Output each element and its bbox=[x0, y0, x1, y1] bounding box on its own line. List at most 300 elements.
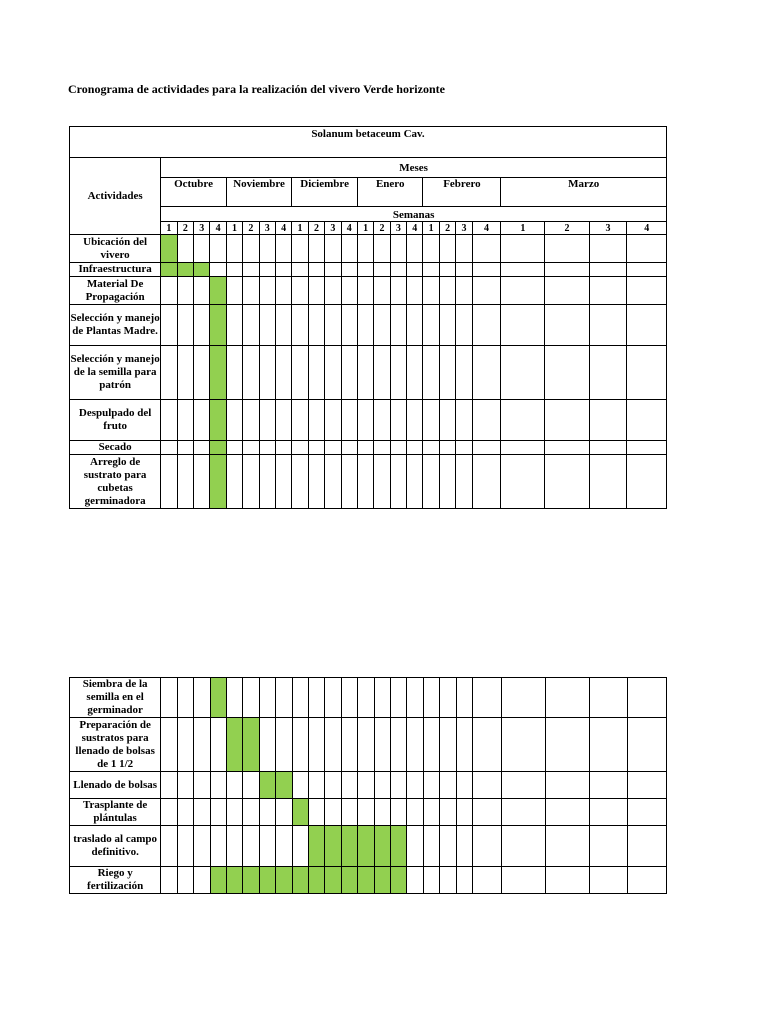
month-noviembre: Noviembre bbox=[226, 178, 292, 207]
schedule-cell bbox=[243, 235, 259, 263]
schedule-cell bbox=[210, 799, 226, 826]
schedule-cell bbox=[358, 799, 374, 826]
schedule-cell bbox=[308, 455, 324, 509]
schedule-cell bbox=[627, 305, 667, 346]
schedule-cell bbox=[456, 772, 472, 799]
schedule-cell bbox=[374, 718, 390, 772]
schedule-cell bbox=[456, 867, 472, 894]
schedule-cell bbox=[292, 305, 308, 346]
schedule-cell bbox=[357, 455, 373, 509]
schedule-cell bbox=[308, 400, 324, 441]
schedule-cell bbox=[473, 772, 502, 799]
schedule-cell bbox=[374, 400, 390, 441]
schedule-cell bbox=[292, 400, 308, 441]
schedule-cell-active bbox=[161, 263, 177, 277]
schedule-cell bbox=[423, 235, 439, 263]
schedule-cell bbox=[456, 305, 472, 346]
schedule-cell-active bbox=[374, 867, 390, 894]
schedule-cell bbox=[276, 678, 292, 718]
schedule-cell bbox=[275, 263, 291, 277]
schedule-cell bbox=[589, 263, 627, 277]
schedule-cell bbox=[374, 441, 390, 455]
schedule-cell bbox=[243, 277, 259, 305]
schedule-cell bbox=[357, 277, 373, 305]
schedule-cell bbox=[275, 346, 291, 400]
schedule-cell bbox=[627, 799, 666, 826]
schedule-cell bbox=[501, 826, 545, 867]
schedule-cell bbox=[627, 400, 667, 441]
schedule-cell bbox=[341, 235, 357, 263]
schedule-cell-active bbox=[259, 772, 275, 799]
schedule-cell bbox=[177, 799, 193, 826]
schedule-cell bbox=[194, 235, 210, 263]
activity-row bbox=[70, 400, 667, 441]
week-number: 4 bbox=[275, 222, 291, 235]
schedule-cell bbox=[472, 305, 501, 346]
schedule-cell bbox=[259, 826, 275, 867]
schedule-cell bbox=[308, 799, 324, 826]
schedule-cell bbox=[440, 867, 456, 894]
schedule-cell bbox=[292, 826, 308, 867]
schedule-cell bbox=[161, 678, 177, 718]
activity-row bbox=[70, 826, 667, 867]
schedule-cell bbox=[423, 867, 439, 894]
activity-row bbox=[70, 235, 667, 263]
schedule-cell bbox=[161, 400, 177, 441]
schedule-cell bbox=[226, 799, 242, 826]
schedule-cell bbox=[194, 277, 210, 305]
schedule-cell bbox=[341, 678, 357, 718]
schedule-cell bbox=[374, 772, 390, 799]
schedule-cell bbox=[194, 455, 210, 509]
month-octubre: Octubre bbox=[161, 178, 227, 207]
month-marzo: Marzo bbox=[501, 178, 667, 207]
schedule-cell bbox=[243, 441, 259, 455]
activity-label: Riego y fertilización bbox=[70, 867, 161, 894]
schedule-cell bbox=[243, 346, 259, 400]
schedule-cell bbox=[545, 305, 589, 346]
schedule-cell bbox=[374, 277, 390, 305]
schedule-cell bbox=[456, 799, 472, 826]
schedule-cell bbox=[374, 799, 390, 826]
schedule-cell bbox=[627, 346, 667, 400]
week-number: 1 bbox=[357, 222, 373, 235]
schedule-cell bbox=[589, 346, 627, 400]
schedule-cell bbox=[243, 826, 259, 867]
schedule-cell bbox=[177, 305, 193, 346]
schedule-cell bbox=[374, 678, 390, 718]
schedule-cell bbox=[440, 718, 456, 772]
schedule-cell bbox=[472, 263, 501, 277]
schedule-cell bbox=[472, 235, 501, 263]
schedule-cell bbox=[439, 235, 455, 263]
schedule-cell bbox=[456, 678, 472, 718]
schedule-cell bbox=[325, 235, 341, 263]
schedule-cell bbox=[275, 400, 291, 441]
schedule-cell bbox=[407, 718, 423, 772]
schedule-cell bbox=[357, 305, 373, 346]
schedule-cell bbox=[177, 718, 193, 772]
activity-label: Arreglo de sustrato para cubetas germinadora bbox=[70, 455, 161, 509]
month-diciembre: Diciembre bbox=[292, 178, 358, 207]
schedule-cell bbox=[407, 799, 423, 826]
activity-label: Infraestructura bbox=[70, 263, 161, 277]
schedule-cell bbox=[325, 772, 341, 799]
schedule-cell bbox=[226, 772, 242, 799]
week-number: 4 bbox=[472, 222, 501, 235]
schedule-cell-active bbox=[325, 867, 341, 894]
schedule-cell bbox=[210, 235, 226, 263]
schedule-cell bbox=[341, 400, 357, 441]
schedule-cell bbox=[325, 263, 341, 277]
schedule-cell bbox=[325, 441, 341, 455]
activity-row bbox=[70, 346, 667, 400]
schedule-cell bbox=[627, 235, 667, 263]
schedule-cell bbox=[226, 305, 242, 346]
schedule-cell bbox=[423, 346, 439, 400]
schedule-cell bbox=[292, 263, 308, 277]
week-number: 2 bbox=[374, 222, 390, 235]
schedule-cell bbox=[390, 400, 406, 441]
schedule-cell bbox=[292, 277, 308, 305]
activity-row bbox=[70, 867, 667, 894]
schedule-cell bbox=[226, 678, 242, 718]
schedule-cell bbox=[545, 799, 589, 826]
schedule-cell bbox=[194, 718, 210, 772]
schedule-cell bbox=[407, 235, 423, 263]
schedule-cell bbox=[374, 235, 390, 263]
schedule-cell bbox=[627, 826, 666, 867]
schedule-cell bbox=[374, 346, 390, 400]
schedule-cell bbox=[259, 718, 275, 772]
schedule-cell-active bbox=[374, 826, 390, 867]
schedule-cell bbox=[275, 235, 291, 263]
schedule-cell bbox=[407, 867, 423, 894]
schedule-cell bbox=[226, 455, 242, 509]
schedule-cell bbox=[374, 263, 390, 277]
activity-label: Selección y manejo de la semilla para patrón bbox=[70, 346, 161, 400]
schedule-cell bbox=[325, 346, 341, 400]
schedule-cell bbox=[177, 277, 193, 305]
schedule-cell bbox=[501, 263, 545, 277]
schedule-cell-active bbox=[226, 867, 242, 894]
actividades-header: Actividades bbox=[70, 158, 161, 235]
activity-row bbox=[70, 799, 667, 826]
schedule-cell-active bbox=[341, 826, 357, 867]
schedule-cell bbox=[472, 455, 501, 509]
schedule-cell bbox=[545, 826, 589, 867]
schedule-cell-active bbox=[210, 400, 226, 441]
schedule-cell bbox=[501, 678, 545, 718]
schedule-cell-active bbox=[276, 867, 292, 894]
schedule-cell bbox=[292, 678, 308, 718]
schedule-cell bbox=[456, 455, 472, 509]
week-number: 4 bbox=[341, 222, 357, 235]
schedule-cell bbox=[325, 277, 341, 305]
schedule-cell bbox=[472, 346, 501, 400]
week-number: 3 bbox=[259, 222, 275, 235]
activity-label: Despulpado del fruto bbox=[70, 400, 161, 441]
schedule-cell bbox=[407, 455, 423, 509]
activity-label: Llenado de bolsas bbox=[70, 772, 161, 799]
schedule-cell-active bbox=[259, 867, 275, 894]
schedule-cell bbox=[472, 277, 501, 305]
schedule-cell bbox=[472, 441, 501, 455]
schedule-cell bbox=[589, 718, 627, 772]
schedule-cell bbox=[407, 441, 423, 455]
schedule-cell bbox=[390, 277, 406, 305]
schedule-cell bbox=[627, 867, 666, 894]
schedule-cell bbox=[194, 799, 210, 826]
schedule-cell bbox=[423, 678, 439, 718]
schedule-cell bbox=[456, 400, 472, 441]
schedule-cell-active bbox=[276, 772, 292, 799]
schedule-cell bbox=[407, 277, 423, 305]
schedule-cell bbox=[341, 305, 357, 346]
schedule-cell bbox=[407, 346, 423, 400]
schedule-cell bbox=[407, 772, 423, 799]
schedule-cell bbox=[439, 277, 455, 305]
schedule-cell bbox=[440, 772, 456, 799]
schedule-cell bbox=[177, 346, 193, 400]
schedule-cell bbox=[456, 718, 472, 772]
schedule-cell bbox=[243, 400, 259, 441]
schedule-cell bbox=[589, 799, 627, 826]
schedule-cell-active bbox=[243, 718, 259, 772]
schedule-cell bbox=[439, 305, 455, 346]
week-number: 1 bbox=[161, 222, 177, 235]
schedule-cell bbox=[357, 346, 373, 400]
schedule-cell bbox=[589, 235, 627, 263]
activity-row bbox=[70, 678, 667, 718]
schedule-cell bbox=[177, 441, 193, 455]
activity-row bbox=[70, 772, 667, 799]
activity-label: Trasplante de plántulas bbox=[70, 799, 161, 826]
activity-label: traslado al campo definitivo. bbox=[70, 826, 161, 867]
schedule-cell bbox=[423, 772, 439, 799]
document-title: Cronograma de actividades para la realización del vivero Verde horizonte bbox=[68, 82, 445, 96]
week-number: 4 bbox=[210, 222, 226, 235]
schedule-cell bbox=[308, 277, 324, 305]
schedule-cell bbox=[501, 455, 545, 509]
schedule-cell bbox=[439, 346, 455, 400]
schedule-cell bbox=[210, 718, 226, 772]
schedule-cell bbox=[627, 678, 666, 718]
schedule-cell bbox=[357, 235, 373, 263]
schedule-cell bbox=[627, 455, 667, 509]
schedule-cell bbox=[276, 799, 292, 826]
schedule-cell bbox=[341, 772, 357, 799]
schedule-cell bbox=[473, 826, 502, 867]
schedule-cell bbox=[472, 400, 501, 441]
schedule-cell bbox=[325, 400, 341, 441]
schedule-cell bbox=[390, 441, 406, 455]
schedule-cell bbox=[341, 718, 357, 772]
schedule-cell bbox=[374, 305, 390, 346]
activity-row bbox=[70, 305, 667, 346]
schedule-cell bbox=[308, 678, 324, 718]
schedule-cell bbox=[308, 346, 324, 400]
schedule-cell-active bbox=[341, 867, 357, 894]
week-number: 1 bbox=[226, 222, 242, 235]
activity-label: Ubicación del vivero bbox=[70, 235, 161, 263]
schedule-cell bbox=[627, 441, 667, 455]
schedule-cell bbox=[226, 346, 242, 400]
schedule-cell bbox=[545, 400, 589, 441]
schedule-cell-active bbox=[292, 799, 308, 826]
schedule-cell bbox=[473, 867, 502, 894]
schedule-cell bbox=[292, 772, 308, 799]
schedule-cell bbox=[226, 235, 242, 263]
schedule-cell bbox=[259, 346, 275, 400]
schedule-cell bbox=[456, 441, 472, 455]
schedule-cell bbox=[259, 263, 275, 277]
schedule-cell bbox=[226, 441, 242, 455]
week-number: 2 bbox=[545, 222, 589, 235]
week-number: 3 bbox=[589, 222, 627, 235]
schedule-cell bbox=[407, 678, 423, 718]
schedule-cell bbox=[161, 455, 177, 509]
schedule-cell bbox=[341, 441, 357, 455]
schedule-cell-active bbox=[226, 718, 242, 772]
schedule-cell bbox=[627, 772, 666, 799]
schedule-cell bbox=[390, 718, 406, 772]
schedule-cell bbox=[390, 346, 406, 400]
schedule-table-part2 bbox=[69, 677, 667, 894]
schedule-cell bbox=[390, 235, 406, 263]
schedule-cell bbox=[259, 235, 275, 263]
schedule-cell bbox=[456, 277, 472, 305]
schedule-cell bbox=[275, 277, 291, 305]
schedule-cell bbox=[194, 772, 210, 799]
schedule-cell bbox=[226, 277, 242, 305]
schedule-cell bbox=[275, 305, 291, 346]
schedule-cell bbox=[161, 826, 177, 867]
schedule-cell bbox=[243, 263, 259, 277]
schedule-cell bbox=[194, 678, 210, 718]
week-number: 2 bbox=[177, 222, 193, 235]
schedule-cell bbox=[407, 826, 423, 867]
activity-row bbox=[70, 455, 667, 509]
schedule-cell bbox=[194, 305, 210, 346]
schedule-cell-active bbox=[243, 867, 259, 894]
schedule-cell bbox=[589, 277, 627, 305]
schedule-cell bbox=[194, 867, 210, 894]
schedule-cell bbox=[545, 441, 589, 455]
month-febrero: Febrero bbox=[423, 178, 501, 207]
schedule-cell bbox=[439, 263, 455, 277]
schedule-cell bbox=[358, 772, 374, 799]
schedule-cell-active bbox=[210, 455, 226, 509]
schedule-cell bbox=[177, 826, 193, 867]
schedule-cell bbox=[423, 799, 439, 826]
schedule-cell bbox=[473, 799, 502, 826]
schedule-cell bbox=[177, 867, 193, 894]
schedule-cell bbox=[259, 455, 275, 509]
schedule-cell bbox=[545, 263, 589, 277]
activity-label: Selección y manejo de Plantas Madre. bbox=[70, 305, 161, 346]
schedule-cell bbox=[358, 678, 374, 718]
schedule-cell bbox=[589, 772, 627, 799]
schedule-cell-active bbox=[210, 678, 226, 718]
schedule-cell bbox=[357, 400, 373, 441]
schedule-cell bbox=[423, 277, 439, 305]
schedule-cell bbox=[308, 263, 324, 277]
schedule-cell bbox=[439, 441, 455, 455]
schedule-cell bbox=[341, 455, 357, 509]
schedule-cell bbox=[501, 277, 545, 305]
schedule-cell bbox=[308, 718, 324, 772]
semanas-header: Semanas bbox=[161, 207, 667, 222]
schedule-cell bbox=[545, 867, 589, 894]
schedule-cell bbox=[292, 441, 308, 455]
schedule-cell bbox=[226, 826, 242, 867]
week-number: 1 bbox=[423, 222, 439, 235]
schedule-cell bbox=[177, 455, 193, 509]
schedule-cell bbox=[276, 718, 292, 772]
schedule-cell bbox=[440, 826, 456, 867]
schedule-cell bbox=[308, 441, 324, 455]
activity-row bbox=[70, 263, 667, 277]
schedule-cell bbox=[292, 455, 308, 509]
schedule-cell bbox=[423, 400, 439, 441]
schedule-cell bbox=[358, 718, 374, 772]
schedule-cell bbox=[501, 772, 545, 799]
schedule-cell bbox=[423, 305, 439, 346]
schedule-cell bbox=[325, 678, 341, 718]
schedule-cell bbox=[194, 400, 210, 441]
schedule-cell bbox=[325, 799, 341, 826]
schedule-cell-active bbox=[390, 826, 406, 867]
schedule-cell bbox=[390, 678, 406, 718]
schedule-cell bbox=[390, 305, 406, 346]
schedule-cell-active bbox=[308, 867, 324, 894]
week-number: 4 bbox=[407, 222, 423, 235]
schedule-cell-active bbox=[210, 277, 226, 305]
schedule-cell bbox=[357, 263, 373, 277]
schedule-cell bbox=[501, 799, 545, 826]
schedule-cell bbox=[177, 235, 193, 263]
schedule-cell bbox=[177, 678, 193, 718]
schedule-cell bbox=[390, 772, 406, 799]
schedule-cell bbox=[161, 441, 177, 455]
schedule-cell bbox=[341, 346, 357, 400]
schedule-cell bbox=[545, 346, 589, 400]
schedule-cell bbox=[325, 305, 341, 346]
schedule-cell-active bbox=[308, 826, 324, 867]
schedule-cell-active bbox=[358, 826, 374, 867]
schedule-cell bbox=[456, 346, 472, 400]
schedule-cell-active bbox=[210, 305, 226, 346]
schedule-cell bbox=[627, 718, 666, 772]
activity-label: Siembra de la semilla en el germinador bbox=[70, 678, 161, 718]
schedule-cell bbox=[390, 455, 406, 509]
schedule-cell-active bbox=[390, 867, 406, 894]
schedule-cell bbox=[545, 277, 589, 305]
schedule-cell bbox=[423, 718, 439, 772]
schedule-cell bbox=[243, 305, 259, 346]
week-number: 3 bbox=[456, 222, 472, 235]
schedule-cell-active bbox=[358, 867, 374, 894]
schedule-cell bbox=[589, 826, 627, 867]
schedule-cell bbox=[589, 867, 627, 894]
schedule-cell bbox=[161, 277, 177, 305]
schedule-cell bbox=[259, 277, 275, 305]
schedule-cell bbox=[501, 235, 545, 263]
schedule-cell bbox=[456, 826, 472, 867]
schedule-cell-active bbox=[210, 867, 226, 894]
schedule-cell bbox=[627, 263, 667, 277]
